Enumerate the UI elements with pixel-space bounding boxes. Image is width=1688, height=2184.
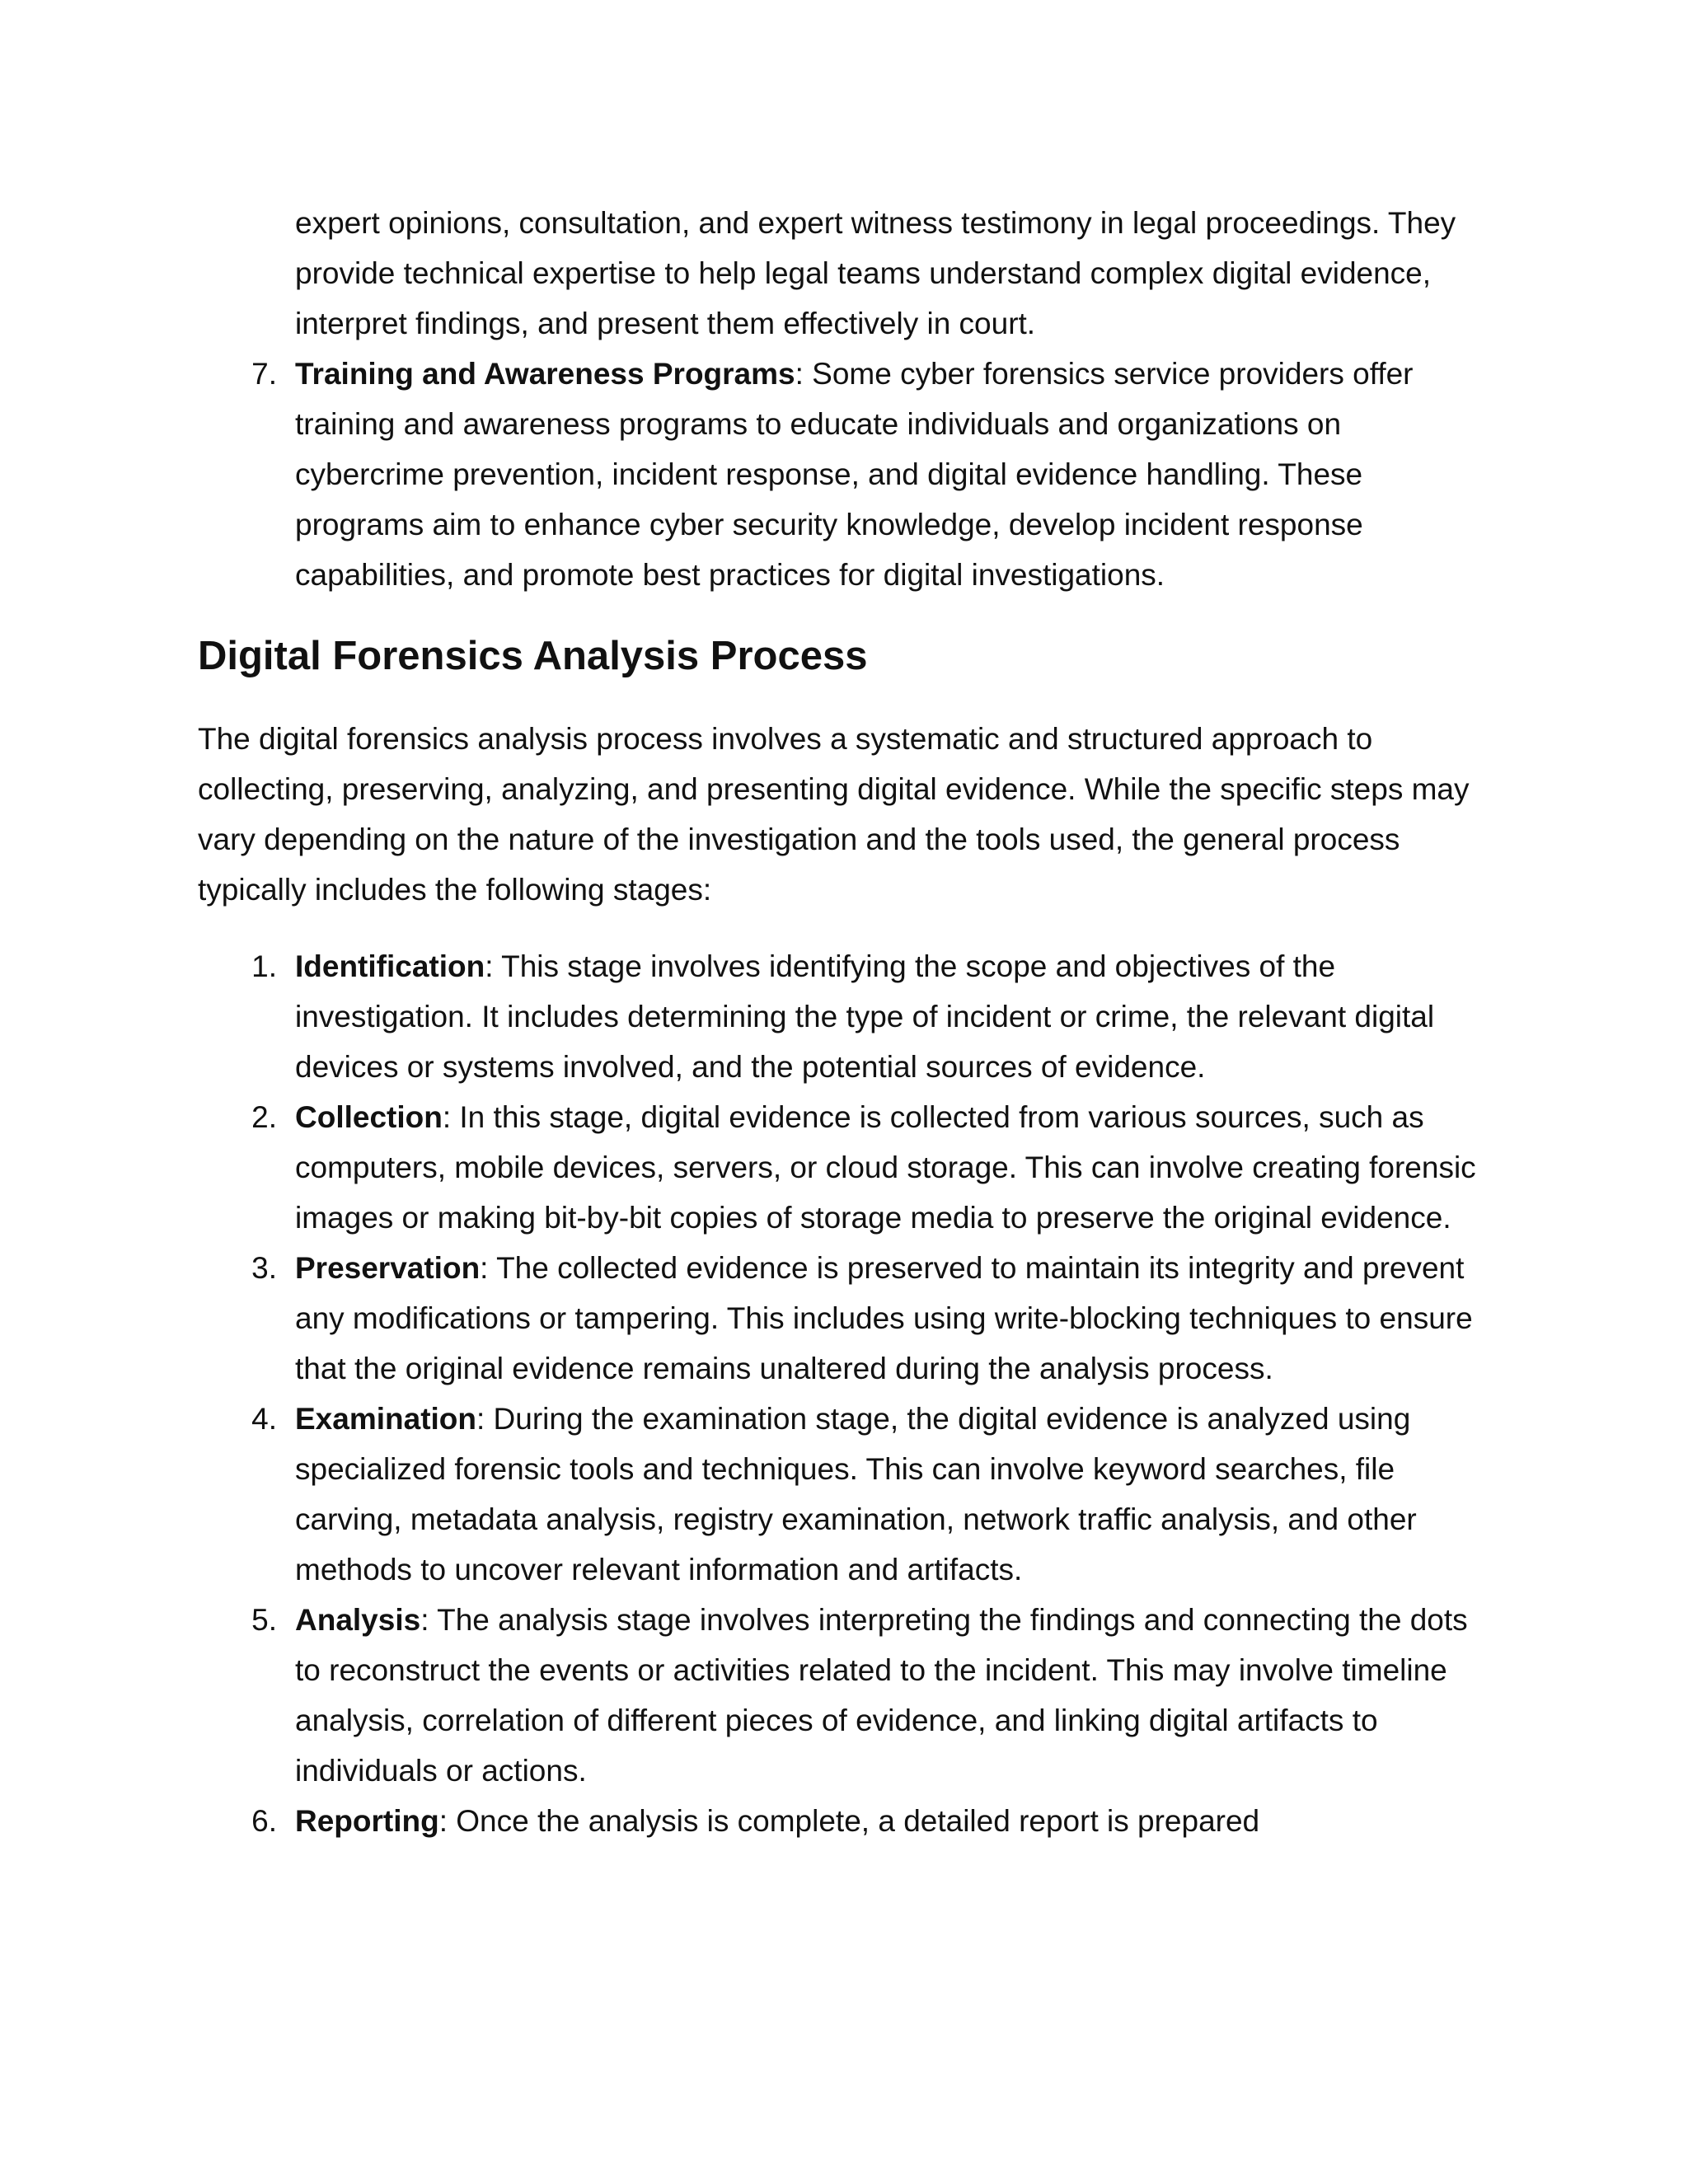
section-heading: Digital Forensics Analysis Process [198,634,868,678]
list-item [198,941,1484,1092]
list-item [198,1796,1484,1846]
list-number: 4. [251,1402,277,1436]
services-list-continued [198,349,1484,600]
list-item-title: Reporting [295,1804,439,1838]
list-number: 6. [251,1804,277,1838]
list-number: 3. [251,1251,277,1285]
continued-list-text: expert opinions, consultation, and expert witness testimony in legal proceedings. They provide technical expertise to help legal teams understand complex digital evidence, interpret findings, and present them effectively in court. [295,206,1456,340]
list-number: 7. [251,357,277,391]
section-intro-paragraph: The digital forensics analysis process involves a systematic and structured approach to collecting, preserving, analyzing, and presenting digital evidence. While the specific steps may vary depending on the nature of the investigation and the tools used, the general process typically includes the following stages: [198,722,1470,907]
list-item-title: Training and Awareness Programs [295,357,795,391]
list-item-text: : Once the analysis is complete, a detailed report is prepared [438,1804,1260,1838]
list-item-text: : The collected evidence is preserved to maintain its integrity and prevent any modifications or tampering. This includes using write-blocking techniques to ensure that the original evidence remains unaltered during the analysis process. [295,1251,1473,1385]
list-item [198,1092,1484,1243]
list-number: 2. [251,1100,277,1134]
list-item-text: : During the examination stage, the digital evidence is analyzed using specialized forensic tools and techniques. This can involve keyword searches, file carving, metadata analysis, registry examination, network traffic analysis, and other methods to uncover relevant information and artifacts. [295,1402,1417,1586]
page-content [198,198,1484,1846]
list-item-text: : This stage involves identifying the scope and objectives of the investigation. It includes determining the type of incident or crime, the relevant digital devices or systems involved, and the potential sources of evidence. [295,949,1435,1084]
process-steps-list [198,941,1484,1846]
list-item-title: Collection [295,1100,443,1134]
list-number: 5. [251,1603,277,1637]
list-item-text: : The analysis stage involves interpreting the findings and connecting the dots to reconstruct the events or activities related to the incident. This may involve timeline analysis, correlation of different pieces of evidence, and linking digital artifacts to individuals or actions. [295,1603,1468,1788]
list-item-title: Analysis [295,1603,421,1637]
list-item-title: Preservation [295,1251,481,1285]
list-item-text: : Some cyber forensics service providers offer training and awareness programs to educate individuals and organizations on cybercrime prevention, incident response, and digital evidence handling. These programs aim to enhance cyber security knowledge, develop incident response capabilities, and promote best practices for digital investigations. [295,357,1414,592]
list-item [198,1243,1484,1394]
list-number: 1. [251,949,277,983]
list-item-text: : In this stage, digital evidence is collected from various sources, such as computers, mobile devices, servers, or cloud storage. This can involve creating forensic images or making bit-by-bit copies of storage media to preserve the original evidence. [295,1100,1476,1235]
list-item-title: Identification [295,949,485,983]
list-item [198,1394,1484,1595]
list-item-title: Examination [295,1402,476,1436]
list-item [198,1595,1484,1796]
list-item [198,349,1484,600]
